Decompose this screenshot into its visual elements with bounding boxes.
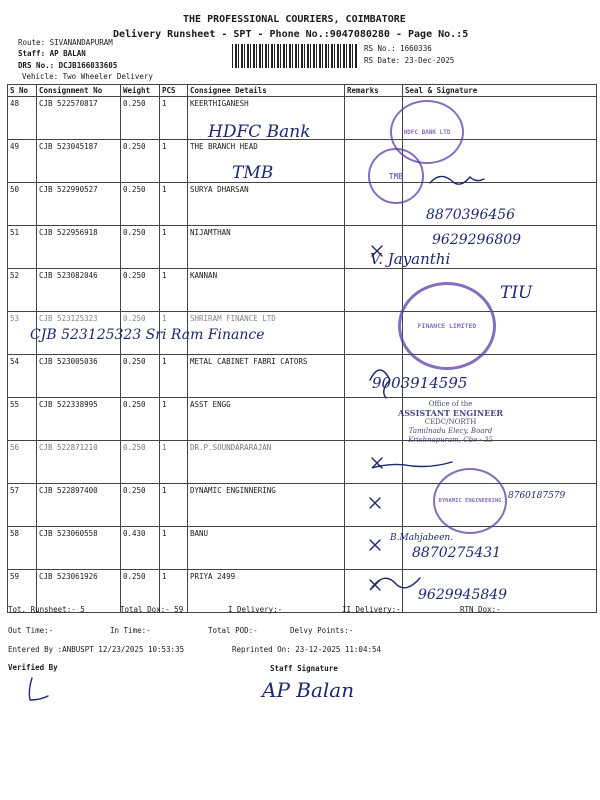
delvy-points: Delvy Points:- xyxy=(290,626,354,635)
handwriting-r48: HDFC Bank xyxy=(208,122,311,142)
cell-consignee: PRIYA 2499 xyxy=(188,570,345,613)
cell-weight: 0.250 xyxy=(121,441,160,484)
cell-sno: 49 xyxy=(8,140,37,183)
cell-consignee: NIJAMTHAN xyxy=(188,226,345,269)
cell-weight: 0.250 xyxy=(121,484,160,527)
signature-r56 xyxy=(372,458,452,468)
cell-weight: 0.250 xyxy=(121,570,160,613)
vehicle: Vehicle: Two Wheeler Delivery xyxy=(22,72,153,81)
cell-sno: 53 xyxy=(8,312,37,355)
cell-pcs: 1 xyxy=(160,312,188,355)
cell-sno: 55 xyxy=(8,398,37,441)
cell-sno: 56 xyxy=(8,441,37,484)
handwriting-r57-phone: 8760187579 xyxy=(508,491,566,501)
total-dox: Total Dox:- 59 xyxy=(120,605,184,614)
route: Route: SIVANANDAPURAM xyxy=(18,38,113,47)
staff-signature-hw: AP Balan xyxy=(262,678,355,702)
handwriting-r50-phone: 8870396456 xyxy=(426,207,516,223)
cell-pcs: 1 xyxy=(160,355,188,398)
signature-r57-cross xyxy=(370,498,380,508)
engineer-stamp-line: ASSISTANT ENGINEER xyxy=(398,408,504,418)
signature-r58-cross xyxy=(370,540,380,550)
tot-runsheet: Tot. Runsheet:- 5 xyxy=(8,605,85,614)
cell-sno: 57 xyxy=(8,484,37,527)
cell-consignee: THE BRANCH HEAD xyxy=(188,140,345,183)
rtn-dox: RTN Dox:- xyxy=(460,605,501,614)
out-time: Out Time:- xyxy=(8,626,54,635)
cell-weight: 0.250 xyxy=(121,140,160,183)
cell-consignment: CJB 523005036 xyxy=(37,355,121,398)
cell-weight: 0.250 xyxy=(121,398,160,441)
cell-weight: 0.250 xyxy=(121,355,160,398)
cell-sno: 48 xyxy=(8,97,37,140)
verified-signature xyxy=(29,678,48,700)
cell-consignment: CJB 522990527 xyxy=(37,183,121,226)
handwriting-r54-phone: 9003914595 xyxy=(372,374,468,392)
cell-weight: 0.250 xyxy=(121,269,160,312)
cell-pcs: 1 xyxy=(160,570,188,613)
col-pcs: PCS xyxy=(160,85,188,97)
cell-pcs: 1 xyxy=(160,484,188,527)
cell-consignment: CJB 522871210 xyxy=(37,441,121,484)
cell-sno: 52 xyxy=(8,269,37,312)
cell-pcs: 1 xyxy=(160,527,188,570)
cell-pcs: 1 xyxy=(160,441,188,484)
signature-r59 xyxy=(370,578,420,590)
drs-number: DRS No.: DCJB166033605 xyxy=(18,61,118,70)
col-sno: S No xyxy=(8,85,37,97)
cell-sno: 54 xyxy=(8,355,37,398)
signature-r54 xyxy=(370,370,390,398)
cell-consignment: CJB 522956918 xyxy=(37,226,121,269)
handwriting-r49: TMB xyxy=(232,163,274,183)
handwriting-r51-name: V. Jayanthi xyxy=(370,250,451,268)
cell-sno: 59 xyxy=(8,570,37,613)
entered-by: Entered By :ANBUSPT 12/23/2025 10:53:35 xyxy=(8,645,185,654)
verified-by: Verified By xyxy=(8,663,58,672)
col-weight: Weight xyxy=(121,85,160,97)
col-seal-signature: Seal & Signature xyxy=(403,85,597,97)
engineer-stamp-line: Office of the xyxy=(428,400,473,408)
total-pod: Total POD:- xyxy=(208,626,258,635)
cell-pcs: 1 xyxy=(160,140,188,183)
cell-pcs: 1 xyxy=(160,398,188,441)
cell-consignee: DR.P.SOUNDARARAJAN xyxy=(188,441,345,484)
rs-number: RS No.: 1660336 xyxy=(364,44,432,53)
handwriting-r53-tag: TIU xyxy=(500,283,533,303)
i-delivery: I Delivery:- xyxy=(228,605,283,614)
cell-consignee: DYNAMIC ENGINNERING xyxy=(188,484,345,527)
cell-consignment: CJB 522897400 xyxy=(37,484,121,527)
reprinted-on: Reprinted On: 23-12-2025 11:04:54 xyxy=(232,645,382,654)
col-consignee: Consignee Details xyxy=(188,85,345,97)
handwriting-r58-phone: 8870275431 xyxy=(412,545,502,561)
cell-consignee: KEERTHIGANESH xyxy=(188,97,345,140)
handwriting-r51-phone: 9629296809 xyxy=(432,232,522,248)
cell-consignment: CJB 522338995 xyxy=(37,398,121,441)
col-remarks: Remarks xyxy=(345,85,403,97)
cell-pcs: 1 xyxy=(160,183,188,226)
staff: Staff: AP BALAN xyxy=(18,49,86,58)
cell-consignee: METAL CABINET FABRI CATORS xyxy=(188,355,345,398)
cell-pcs: 1 xyxy=(160,269,188,312)
engineer-stamp-line: CEDC/NORTH xyxy=(424,418,477,426)
in-time: In Time:- xyxy=(110,626,151,635)
handwriting-r53-overwrite: CJB 523125323 Sri Ram Finance xyxy=(30,327,265,343)
cell-consignee: SURYA DHARSAN xyxy=(188,183,345,226)
cell-consignee: ASST ENGG xyxy=(188,398,345,441)
handwriting-r59-phone: 9629945849 xyxy=(418,587,508,603)
tmb-stamp-text: TMB xyxy=(388,171,404,181)
cell-sno: 50 xyxy=(8,183,37,226)
cell-consignee: BANU xyxy=(188,527,345,570)
engineer-stamp-line: Krishnapuram, Cbe - 35 xyxy=(408,436,493,444)
cell-sno: 58 xyxy=(8,527,37,570)
cell-consignment: CJB 523082046 xyxy=(37,269,121,312)
col-consignment: Consignment No xyxy=(37,85,121,97)
company-title: THE PROFESSIONAL COURIERS, COIMBATORE xyxy=(183,14,406,25)
staff-signature-label: Staff Signature xyxy=(270,664,338,673)
dynamic-stamp-text: DYNAMIC ENGINEERING xyxy=(438,498,502,504)
cell-weight: 0.250 xyxy=(121,312,160,355)
cell-consignee: SHRIRAM FINANCE LTD xyxy=(188,312,345,355)
cell-pcs: 1 xyxy=(160,97,188,140)
handwriting-r58-name: B.Mahjabeen. xyxy=(390,533,454,543)
cell-pcs: 1 xyxy=(160,226,188,269)
signature-r50 xyxy=(430,176,484,184)
bank-stamp-text: HDFC BANK LTD xyxy=(403,128,451,136)
cell-consignment: CJB 523125323 xyxy=(37,312,121,355)
cell-consignment: CJB 522570817 xyxy=(37,97,121,140)
cell-sno: 51 xyxy=(8,226,37,269)
cell-weight: 0.250 xyxy=(121,226,160,269)
cell-weight: 0.430 xyxy=(121,527,160,570)
cell-consignment: CJB 523060558 xyxy=(37,527,121,570)
cell-weight: 0.250 xyxy=(121,97,160,140)
rs-date: RS Date: 23-Dec-2025 xyxy=(364,56,455,65)
cell-consignment: CJB 523045187 xyxy=(37,140,121,183)
finance-stamp-text: FINANCE LIMITED xyxy=(417,322,477,330)
cell-weight: 0.250 xyxy=(121,183,160,226)
signature-r51-cross xyxy=(372,246,382,256)
engineer-stamp-line: Tamilnadu Elecy. Board xyxy=(408,427,493,435)
cell-consignment: CJB 523061926 xyxy=(37,570,121,613)
runsheet-subtitle: Delivery Runsheet - SPT - Phone No.:9047080280 - Page No.:5 xyxy=(113,29,469,40)
cell-consignee: KANNAN xyxy=(188,269,345,312)
ii-delivery: II Delivery:- xyxy=(342,605,401,614)
